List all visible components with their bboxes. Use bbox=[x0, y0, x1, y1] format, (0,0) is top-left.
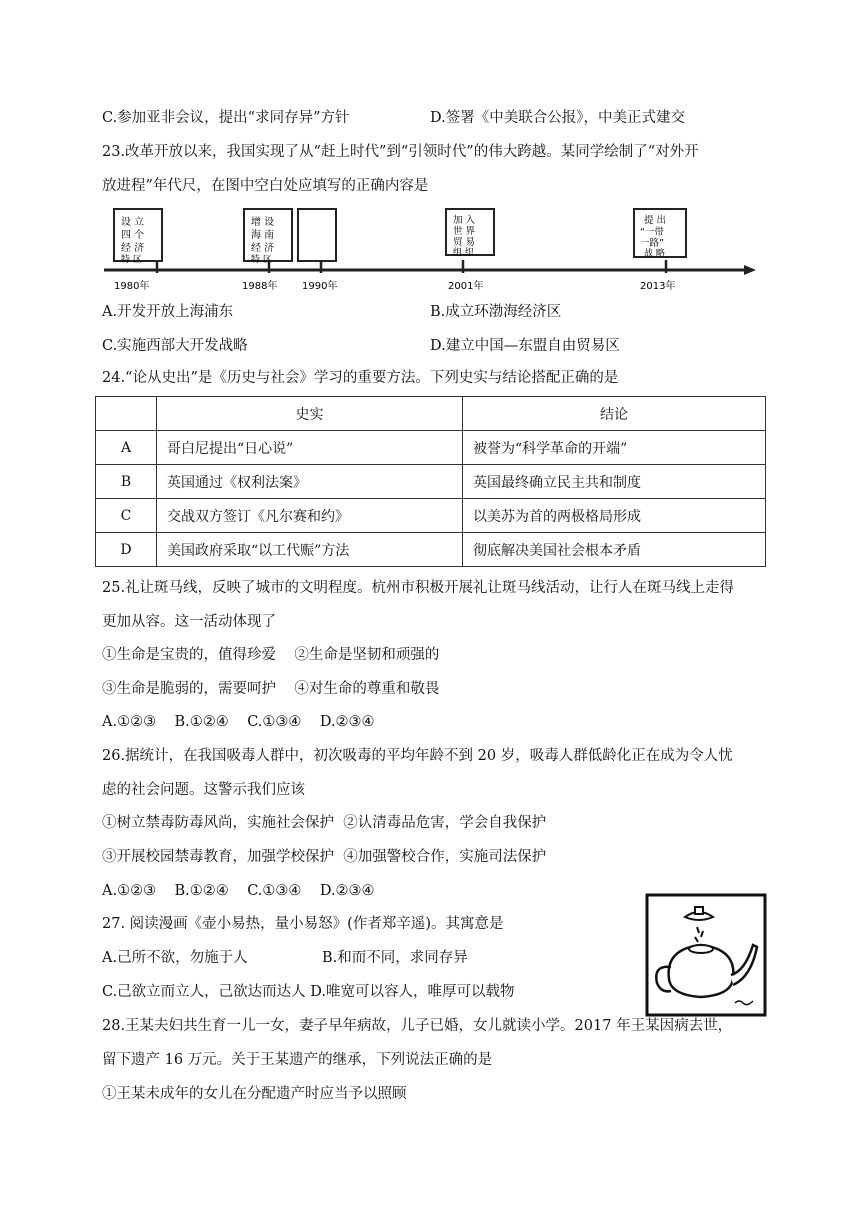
q27-option-a: A.己所不欲，勿施于人 bbox=[102, 950, 248, 966]
row-fact: 哥白尼提出“日心说” bbox=[157, 431, 463, 465]
box-2013-line1: 提 出 bbox=[644, 215, 667, 226]
q23-option-b: B.成立环渤海经济区 bbox=[430, 304, 562, 320]
q23-stem-line1: 23.改革开放以来，我国实现了从“赶上时代”到“引领时代”的伟大跨越。某同学绘制了“对外开 bbox=[102, 144, 699, 160]
q26-items-line2: ③开展校园禁毒教育，加强学校保护 ④加强警校合作，实施司法保护 bbox=[102, 849, 547, 865]
q22-option-d: D.签署《中美联合公报》，中美正式建交 bbox=[430, 110, 685, 126]
year-1988: 1988年 bbox=[242, 281, 278, 292]
box-1980-line3: 经 济 bbox=[121, 243, 145, 254]
q22-option-c: C.参加亚非会议，提出“求同存异”方针 bbox=[102, 110, 350, 126]
box-1988-line3: 经 济 bbox=[251, 243, 275, 254]
q28-items-line1: ①王某未成年的女儿在分配遗产时应当予以照顾 bbox=[102, 1086, 407, 1102]
row-label: D bbox=[96, 533, 157, 567]
header-conclusion: 结论 bbox=[463, 397, 766, 431]
q23-option-d: D.建立中国—东盟自由贸易区 bbox=[430, 338, 620, 354]
box-1980-line1: 设 立 bbox=[121, 217, 145, 228]
header-fact: 史实 bbox=[157, 397, 463, 431]
q23-option-c: C.实施西部大开发战略 bbox=[102, 338, 248, 354]
year-1980: 1980年 bbox=[114, 281, 150, 292]
row-fact: 交战双方签订《凡尔赛和约》 bbox=[157, 499, 463, 533]
box-2001-line4: 组 织 bbox=[453, 248, 474, 258]
box-2001-line2: 世 界 bbox=[453, 226, 476, 237]
row-label: A bbox=[96, 431, 157, 465]
box-1990-blank bbox=[298, 209, 336, 261]
table-row bbox=[96, 533, 766, 567]
box-1988-line4: 特 区 bbox=[251, 255, 272, 265]
q27-option-b: B.和而不同，求同存异 bbox=[322, 950, 468, 966]
table-header-row bbox=[96, 397, 766, 431]
row-label: B bbox=[96, 465, 157, 499]
row-fact: 美国政府采取“以工代赈”方法 bbox=[157, 533, 463, 567]
q25-stem-line2: 更加从容。这一活动体现了 bbox=[102, 614, 276, 630]
box-2013-line3: 一路” bbox=[640, 238, 664, 249]
q27-stem: 27. 阅读漫画《壶小易热，量小易怒》(作者郑辛遥)。其寓意是 bbox=[102, 916, 504, 932]
box-1988-line1: 增 设 bbox=[251, 217, 275, 228]
q25-options: A.①②③ B.①②④ C.①③④ D.②③④ bbox=[102, 714, 375, 730]
q26-options: A.①②③ B.①②④ C.①③④ D.②③④ bbox=[102, 883, 375, 899]
row-conclusion: 彻底解决美国社会根本矛盾 bbox=[463, 533, 766, 567]
box-1980-line4: 特 区 bbox=[121, 255, 142, 265]
box-1980-line2: 四 个 bbox=[121, 230, 145, 241]
q28-stem-line2: 留下遗产 16 万元。关于王某遗产的继承，下列说法正确的是 bbox=[102, 1052, 493, 1068]
box-2001-line1: 加 入 bbox=[453, 215, 476, 226]
opening-up-timeline bbox=[100, 205, 760, 295]
year-2013: 2013年 bbox=[640, 281, 676, 292]
q23-stem-line2: 放进程”年代尺，在图中空白处应填写的正确内容是 bbox=[102, 178, 429, 194]
q26-items-line1: ①树立禁毒防毒风尚，实施社会保护 ②认清毒品危害，学会自我保护 bbox=[102, 815, 547, 831]
q26-stem-line2: 虑的社会问题。这警示我们应该 bbox=[102, 782, 305, 798]
q24-stem: 24.“论从史出”是《历史与社会》学习的重要方法。下列史实与结论搭配正确的是 bbox=[102, 370, 619, 386]
table-row bbox=[96, 499, 766, 533]
q23-option-a: A.开发开放上海浦东 bbox=[102, 304, 234, 320]
box-2013-line2: “一带 bbox=[640, 227, 664, 238]
year-1990: 1990年 bbox=[302, 281, 338, 292]
box-2001-line3: 贸 易 bbox=[453, 237, 476, 248]
history-fact-table bbox=[95, 396, 766, 567]
q25-stem-line1: 25.礼让斑马线，反映了城市的文明程度。杭州市积极开展礼让斑马线活动，让行人在斑马线上走得 bbox=[102, 580, 735, 596]
table-row bbox=[96, 431, 766, 465]
year-2001: 2001年 bbox=[448, 281, 484, 292]
q28-stem-line1: 28.王某夫妇共生育一儿一女，妻子早年病故，儿子已婚，女儿就读小学。2017 年王某因病去世， bbox=[102, 1018, 733, 1034]
row-conclusion: 以美苏为首的两极格局形成 bbox=[463, 499, 766, 533]
header-blank bbox=[96, 397, 157, 431]
q26-stem-line1: 26.据统计，在我国吸毒人群中，初次吸毒的平均年龄不到 20 岁，吸毒人群低龄化正在成为令人忧 bbox=[102, 748, 733, 764]
table-row bbox=[96, 465, 766, 499]
row-conclusion: 英国最终确立民主共和制度 bbox=[463, 465, 766, 499]
row-label: C bbox=[96, 499, 157, 533]
q25-items-line1: ①生命是宝贵的，值得珍爱 ②生命是坚韧和顽强的 bbox=[102, 647, 440, 663]
timeline-arrow bbox=[744, 265, 756, 275]
row-conclusion: 被誉为“科学革命的开端” bbox=[463, 431, 766, 465]
box-1988-line2: 海 南 bbox=[251, 230, 275, 241]
q27-option-cd: C.己欲立而立人，己欲达而达人 D.唯宽可以容人，唯厚可以载物 bbox=[102, 984, 515, 1000]
box-2013-line4: 战 略 bbox=[644, 249, 665, 259]
row-fact: 英国通过《权利法案》 bbox=[157, 465, 463, 499]
q25-items-line2: ③生命是脆弱的，需要呵护 ④对生命的尊重和敬畏 bbox=[102, 681, 440, 697]
teapot-cartoon bbox=[645, 893, 767, 1017]
